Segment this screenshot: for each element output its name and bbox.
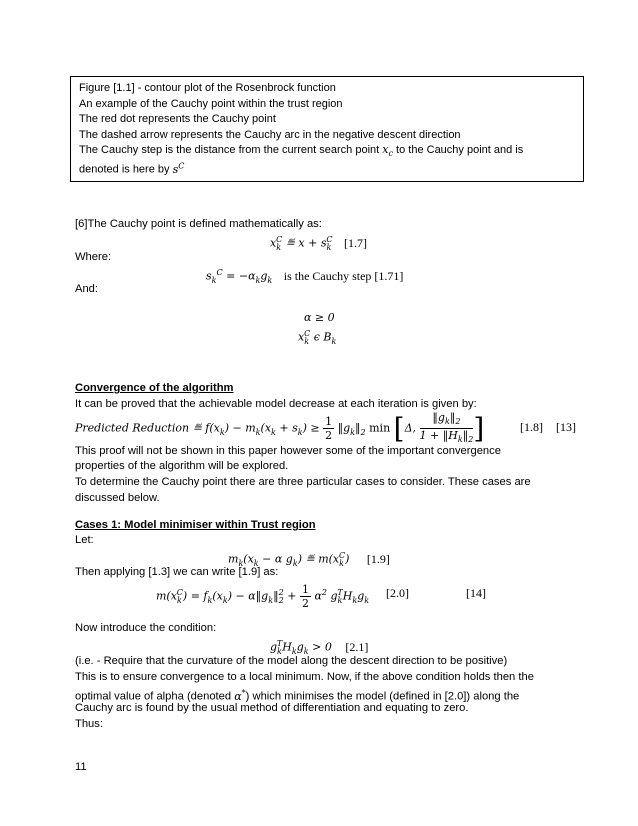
thus-label: Thus:: [75, 718, 103, 730]
caption-line-1: Figure [1.1] - contour plot of the Rosenbrock function: [79, 82, 336, 94]
convergence-line: It can be proved that the achievable model decrease at each iteration is given by:: [75, 398, 477, 410]
eq-1-8-cite: [13]: [556, 420, 576, 434]
paragraph-line-7: optimal value of alpha (denoted α*) which minimises the model (defined in [2.0]) along the: [75, 688, 520, 703]
then-applying-line: Then applying [1.3] we can write [1.9] as:: [75, 566, 279, 578]
caption-line-2: An example of the Cauchy point within the trust region: [79, 98, 343, 110]
equation-1-8: Predicted Reduction ≝ $f(x_k) - m_k(x_k + s_k)$ ≥ $\frac{1}{2}$ $‖g_k‖_2$ min [Δ, $\frac{‖g_k‖_2}{1 + ‖H_k‖_2}$ ]: [75, 411, 485, 445]
let-label: Let:: [75, 534, 94, 546]
caption-line-4: The dashed arrow represents the Cauchy arc in the negative descent direction: [79, 129, 461, 141]
math-alpha-star: α*: [234, 688, 246, 703]
math-xc: $x_c$: [382, 143, 393, 159]
page-number: 11: [75, 761, 87, 773]
equation-2-0: $m(x_k^C) = f_k(x_k)$ − $\alpha‖g_k‖_2^2$ + $\frac{1}{2}$ $\alpha^2$ $g_k^TH_kg_k$: [156, 583, 370, 611]
equation-alpha-nonneg: α ≥ 0: [304, 311, 335, 324]
equation-1-7: $x_k^C$ ≝ $x + s_k^C$ [1.7]: [270, 235, 367, 252]
caption-line-5: The Cauchy step is the distance from the current search point $x_c$ to the Cauchy point and is: [79, 143, 524, 159]
paragraph-line-4: discussed below.: [75, 492, 160, 504]
paragraph-line-2: properties of the algorithm will be explored.: [75, 460, 289, 472]
equation-xc-in-bk: $x_k^C$ ϵ $B_k$: [298, 329, 337, 346]
now-introduce-line: Now introduce the condition:: [75, 622, 217, 634]
caption-line-3: The red dot represents the Cauchy point: [79, 113, 276, 125]
caption-line-6: denoted is here by $s^C$: [79, 161, 185, 176]
equation-1-9: $m_k(x_k - \alpha$ $g_k$) ≝ $m(x_k^C)$ [1.9]: [228, 551, 390, 568]
convergence-heading: Convergence of the algorithm: [75, 382, 234, 394]
and-label: And:: [75, 283, 99, 295]
paragraph-line-3: To determine the Cauchy point there are three particular cases to consider. These cases are: [75, 476, 531, 488]
figure-caption-box: [70, 76, 584, 182]
equation-1-71: $s_k^C = -\alpha_kg_k$ is the Cauchy step [1.71]: [206, 268, 404, 285]
paragraph-line-1: This proof will not be shown in this paper however some of the important convergence: [75, 445, 501, 457]
where-label: Where:: [75, 251, 112, 263]
eq-2-0-cite: [14]: [466, 586, 486, 600]
paragraph-line-5: (i.e. - Require that the curvature of the model along the descent direction to be positive): [75, 655, 508, 667]
eq-1-8-ref: [1.8]: [520, 420, 543, 434]
equation-2-1: $g_k^TH_kg_k > 0$ [2.1]: [270, 639, 369, 656]
paragraph-line-6: This is to ensure convergence to a local minimum. Now, if the above condition holds then the: [75, 671, 534, 683]
cases-heading: Cases 1: Model minimiser within Trust region: [75, 519, 316, 531]
eq-2-0-ref: [2.0]: [386, 586, 409, 600]
math-sc: $s^C$: [172, 161, 185, 176]
intro-text: [6]The Cauchy point is defined mathematically as:: [75, 218, 322, 230]
paragraph-line-8: Cauchy arc is found by the usual method of differentiation and equating to zero.: [75, 702, 469, 714]
